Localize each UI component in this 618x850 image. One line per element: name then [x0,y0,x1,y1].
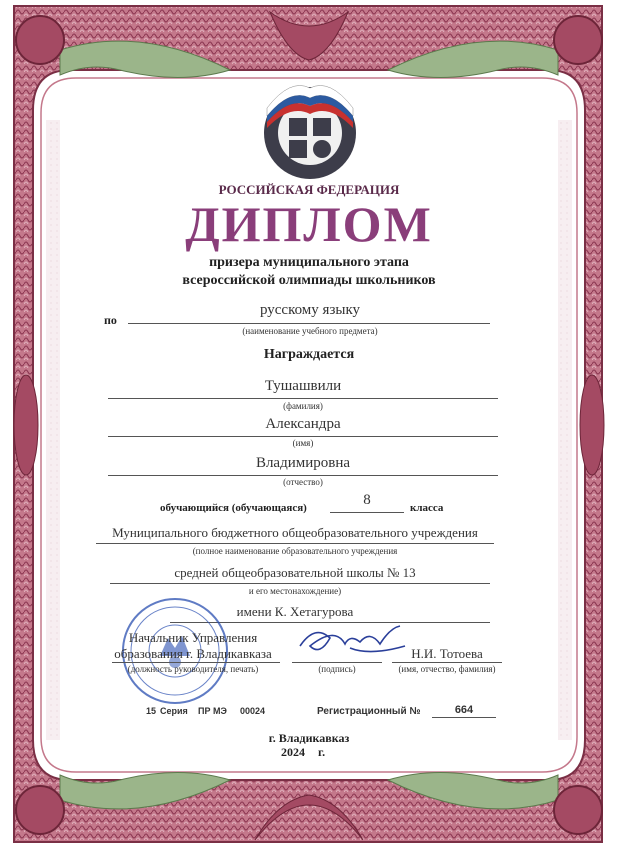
subtitle-line-2: всероссийской олимпиады школьников [182,273,436,288]
signatory-name-underline [392,662,502,663]
footer-year-suffix: г. [318,745,326,759]
institution-line-2: средней общеобразовательной школы № 13 [174,565,416,580]
institution-line-3: имени К. Хетагурова [236,604,354,619]
subject-prefix: по [104,313,117,327]
registration-label: Регистрационный № [317,706,421,717]
grade-underline [330,512,404,513]
position-underline [112,662,280,663]
footer-year: 2024 [281,745,305,759]
diploma-title: ДИПЛОМ [185,196,433,252]
serial-number: 00024 [240,706,266,716]
signature-caption: (подпись) [318,664,356,674]
institution-caption-2: и его местонахождение) [248,586,342,596]
position-line-1: Начальник Управления [128,630,258,645]
subject-value: русскому языку [259,302,361,318]
registration-value: 664 [454,704,474,716]
institution-line-1: Муниципального бюджетного общеобразовательного учреждения [112,525,478,540]
grade-prefix: обучающийся (обучающаяся) [160,502,307,514]
position-caption: (должность руководителя, печать) [127,664,259,674]
serial-prefix: 15 [146,706,157,716]
signatory-name-caption: (имя, отчество, фамилия) [398,664,496,674]
position-line-2: образования г. Владикавказа [114,646,272,661]
subtitle-line-1: призера муниципального этапа [209,255,409,270]
emblem-text [255,170,365,171]
stamp-text [120,700,230,701]
surname-underline [108,398,498,399]
institution-caption-1: (полное наименование образовательного учреждения [192,546,398,556]
name-caption: (имя) [292,438,314,448]
awarded-label: Награждается [263,347,355,362]
patronymic-caption: (отчество) [283,477,323,487]
serial-series-label: Серия [160,706,188,716]
country-heading: РОССИЙСКАЯ ФЕДЕРАЦИЯ [218,182,400,197]
signature-underline [292,662,382,663]
institution-underline-2 [110,583,490,584]
grade-value: 8 [363,492,371,508]
name-value: Александра [265,416,341,432]
olympiad-emblem-icon [255,78,365,183]
footer-city: г. Владикавказ [268,731,350,745]
grade-suffix: класса [410,502,444,514]
patronymic-value: Владимировна [255,455,351,471]
institution-underline-1 [96,543,494,544]
signatory-name: Н.И. Тотоева [411,646,483,661]
surname-value: Тушашвили [264,378,342,394]
serial-series: ПР МЭ [198,706,227,716]
name-underline [108,436,498,437]
patronymic-underline [108,475,498,476]
subject-underline [128,323,490,324]
subject-caption: (наименование учебного предмета) [242,326,378,336]
surname-caption: (фамилия) [283,401,323,411]
registration-underline [432,717,496,718]
